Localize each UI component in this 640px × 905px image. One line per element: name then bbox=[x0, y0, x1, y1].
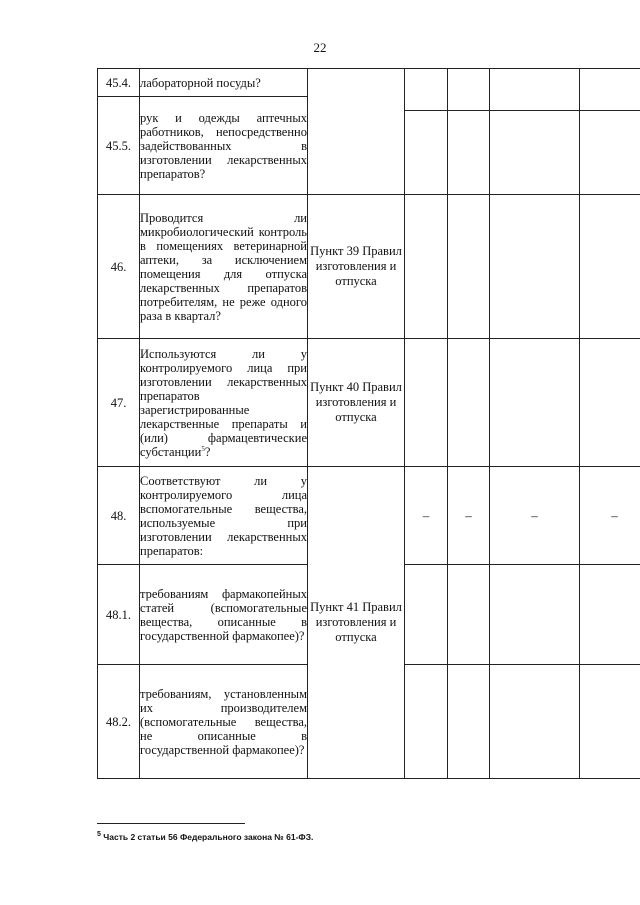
dash-mark: – bbox=[448, 467, 490, 565]
item-number: 48. bbox=[98, 467, 140, 565]
reference-text: Пункт 41 Правил изготовления и отпуска bbox=[308, 467, 405, 779]
question-text: требованиям фармакопейных статей (вспомогательные вещества, описанные в государственной фармакопее)? bbox=[140, 565, 308, 665]
answer-cell-notes[interactable] bbox=[580, 665, 640, 779]
table-row bbox=[98, 69, 640, 97]
footnote bbox=[97, 832, 313, 842]
footnote-divider bbox=[97, 823, 245, 824]
question-text: лабораторной посуды? bbox=[140, 69, 308, 97]
answer-cell-na[interactable] bbox=[490, 69, 580, 195]
answer-cell-na[interactable] bbox=[490, 665, 580, 779]
footnote-text: Часть 2 статьи 56 Федерального закона № 61-ФЗ. bbox=[103, 832, 314, 842]
footnote-mark: 5 bbox=[97, 831, 101, 839]
answer-cell-na[interactable] bbox=[490, 565, 580, 665]
dash-mark: – bbox=[405, 467, 448, 565]
answer-cell-na[interactable] bbox=[490, 339, 580, 467]
answer-cell-notes[interactable] bbox=[580, 69, 640, 195]
question-body: Используются ли у контролируемого лица при изготовлении лекарственных препаратов зарегистрированные лекарственные препараты и (или) фармацевтические субстанции bbox=[140, 346, 307, 459]
answer-cell-no[interactable] bbox=[448, 339, 490, 467]
question-end: ? bbox=[204, 444, 211, 459]
item-number: 45.4. bbox=[98, 69, 140, 97]
answer-cell-yes[interactable] bbox=[405, 195, 448, 339]
dash-mark: – bbox=[580, 467, 640, 565]
question-text: рук и одежды аптечных работников, непосредственно задействованных в изготовлении лекарственных препаратов? bbox=[140, 97, 308, 195]
reference-cell bbox=[308, 69, 405, 195]
item-number: 45.5. bbox=[98, 97, 140, 195]
answer-cell-na[interactable] bbox=[490, 195, 580, 339]
answer-cell-notes[interactable] bbox=[580, 565, 640, 665]
answer-cell-yes[interactable] bbox=[405, 665, 448, 779]
question-text bbox=[140, 339, 308, 467]
answer-cell-notes[interactable] bbox=[580, 195, 640, 339]
question-text: требованиям, установленным их производителем (вспомогательные вещества, не описанные в государственной фармакопее)? bbox=[140, 665, 308, 779]
footnote-mark: 5 bbox=[201, 444, 205, 453]
checklist-table bbox=[97, 68, 640, 779]
answer-cell-notes[interactable] bbox=[580, 339, 640, 467]
dash-mark: – bbox=[490, 467, 580, 565]
item-number: 48.2. bbox=[98, 665, 140, 779]
question-text: Соответствуют ли у контролируемого лица вспомогательные вещества, используемые при изготовлении лекарственных препаратов: bbox=[140, 467, 308, 565]
answer-cell-no[interactable] bbox=[448, 665, 490, 779]
question-text: Проводится ли микробиологический контроль в помещениях ветеринарной аптеки, за исключением помещения для отпуска лекарственных препаратов потребителям, не реже одного раза в квартал? bbox=[140, 195, 308, 339]
answer-cell-no[interactable] bbox=[448, 69, 490, 195]
answer-cell-no[interactable] bbox=[448, 565, 490, 665]
reference-text: Пункт 40 Правил изготовления и отпуска bbox=[308, 339, 405, 467]
reference-text: Пункт 39 Правил изготовления и отпуска bbox=[308, 195, 405, 339]
answer-cell-yes[interactable] bbox=[405, 69, 448, 195]
page-number: 22 bbox=[313, 40, 327, 55]
item-number: 47. bbox=[98, 339, 140, 467]
table-row bbox=[98, 467, 640, 565]
item-number: 48.1. bbox=[98, 565, 140, 665]
answer-cell-no[interactable] bbox=[448, 195, 490, 339]
item-number: 46. bbox=[98, 195, 140, 339]
answer-cell-yes[interactable] bbox=[405, 339, 448, 467]
table-row bbox=[98, 195, 640, 339]
table-row bbox=[98, 339, 640, 467]
answer-cell-yes[interactable] bbox=[405, 565, 448, 665]
